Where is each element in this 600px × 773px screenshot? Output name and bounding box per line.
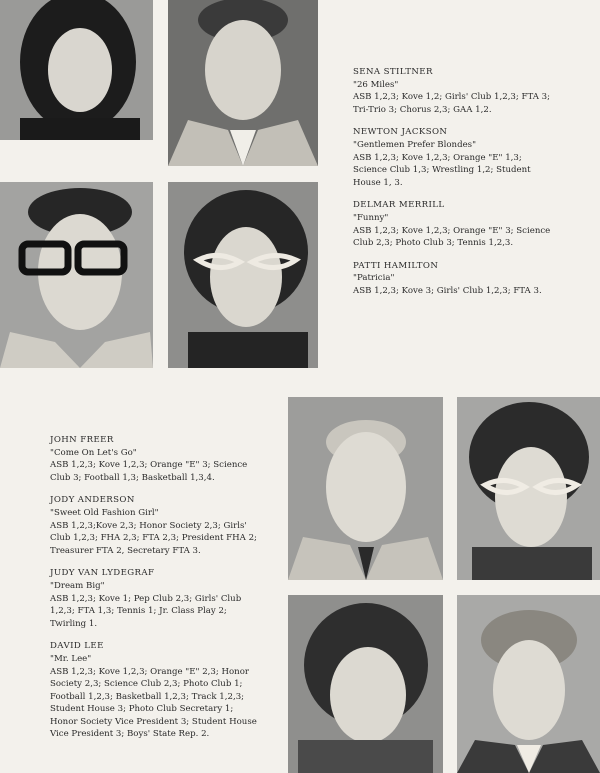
portrait-jody-anderson: [457, 397, 600, 580]
portrait-newton-jackson: [168, 0, 318, 166]
portrait-sena-stiltner: [0, 0, 153, 140]
student-name: PATTI HAMILTON: [353, 260, 439, 271]
student-activities: ASB 1,2,3; Kove 1,2,3; Orange "E" 1,3; Science Club 1,3; Wrestling 1,2; Student House 1, 3.: [353, 152, 531, 188]
student-name: JOHN FREER: [50, 435, 114, 445]
bio-entry-david-lee: [50, 640, 260, 741]
portrait-patti-hamilton: [168, 182, 318, 368]
student-nickname: "Patricia": [353, 273, 395, 284]
student-name: SENA STILTNER: [353, 67, 433, 77]
student-nickname: "Mr. Lee": [50, 653, 92, 664]
student-activities: ASB 1,2,3; Kove 1,2; Girls' Club 1,2,3; FTA 3; Tri-Trio 3; Chorus 2,3; GAA 1,2.: [353, 92, 551, 115]
bio-column-bottom: [50, 434, 260, 751]
portrait-david-lee: [457, 595, 600, 773]
student-nickname: "Gentlemen Prefer Blondes": [353, 139, 477, 150]
bio-entry-delmar-merrill: [353, 199, 558, 249]
portrait-john-freer: [288, 397, 443, 580]
student-name: DELMAR MERRILL: [353, 200, 445, 211]
bio-entry-patti-hamilton: [353, 260, 558, 298]
bio-entry-john-freer: [50, 434, 260, 484]
portrait-judy-van-lydegraf: [288, 595, 443, 773]
student-activities: ASB 1,2,3; Kove 1,2,3; Orange "E" 2,3; Honor Society 2,3; Science Club 2,3; Photo Club 1; Football 1,2,3; Basketball 1,2,3; Track 1,2,3; Student House 3; Photo Club Secretary 1; Honor Society Vice President 3; Student House Vice President 3; Boys' State Rep. 2.: [50, 666, 257, 740]
portrait-delmar-merrill: [0, 182, 153, 368]
student-nickname: "26 Miles": [353, 79, 399, 90]
bio-entry-judy-van-lydegraf: [50, 567, 260, 630]
bio-entry-jody-anderson: [50, 494, 260, 557]
student-nickname: "Come On Let's Go": [50, 447, 137, 458]
bio-column-top: [353, 66, 558, 308]
student-activities: ASB 1,2,3; Kove 1; Pep Club 2,3; Girls' Club 1,2,3; FTA 1,3; Tennis 1; Jr. Class Play 2; Twirling 1.: [50, 593, 242, 629]
bio-entry-sena-stiltner: [353, 66, 558, 116]
student-name: DAVID LEE: [50, 641, 104, 652]
student-name: NEWTON JACKSON: [353, 127, 448, 138]
student-activities: ASB 1,2,3;Kove 2,3; Honor Society 2,3; Girls' Club 1,2,3; FHA 2,3; FTA 2,3; President FHA 2; Treasurer FTA 2, Secretary FTA 3.: [50, 520, 257, 556]
student-name: JODY ANDERSON: [50, 495, 135, 506]
student-nickname: "Sweet Old Fashion Girl": [50, 507, 159, 518]
student-nickname: "Dream Big": [50, 580, 105, 591]
student-activities: ASB 1,2,3; Kove 3; Girls' Club 1,2,3; FTA 3.: [353, 285, 542, 296]
student-name: JUDY VAN LYDEGRAF: [50, 568, 155, 579]
bio-entry-newton-jackson: [353, 126, 558, 189]
student-nickname: "Funny": [353, 212, 389, 223]
student-activities: ASB 1,2,3; Kove 1,2,3; Orange "E" 3; Science Club 3; Football 1,3; Basketball 1,3,4.: [50, 460, 248, 483]
student-activities: ASB 1,2,3; Kove 1,2,3; Orange "E" 3; Science Club 2,3; Photo Club 3; Tennis 1,2,3.: [353, 225, 551, 249]
